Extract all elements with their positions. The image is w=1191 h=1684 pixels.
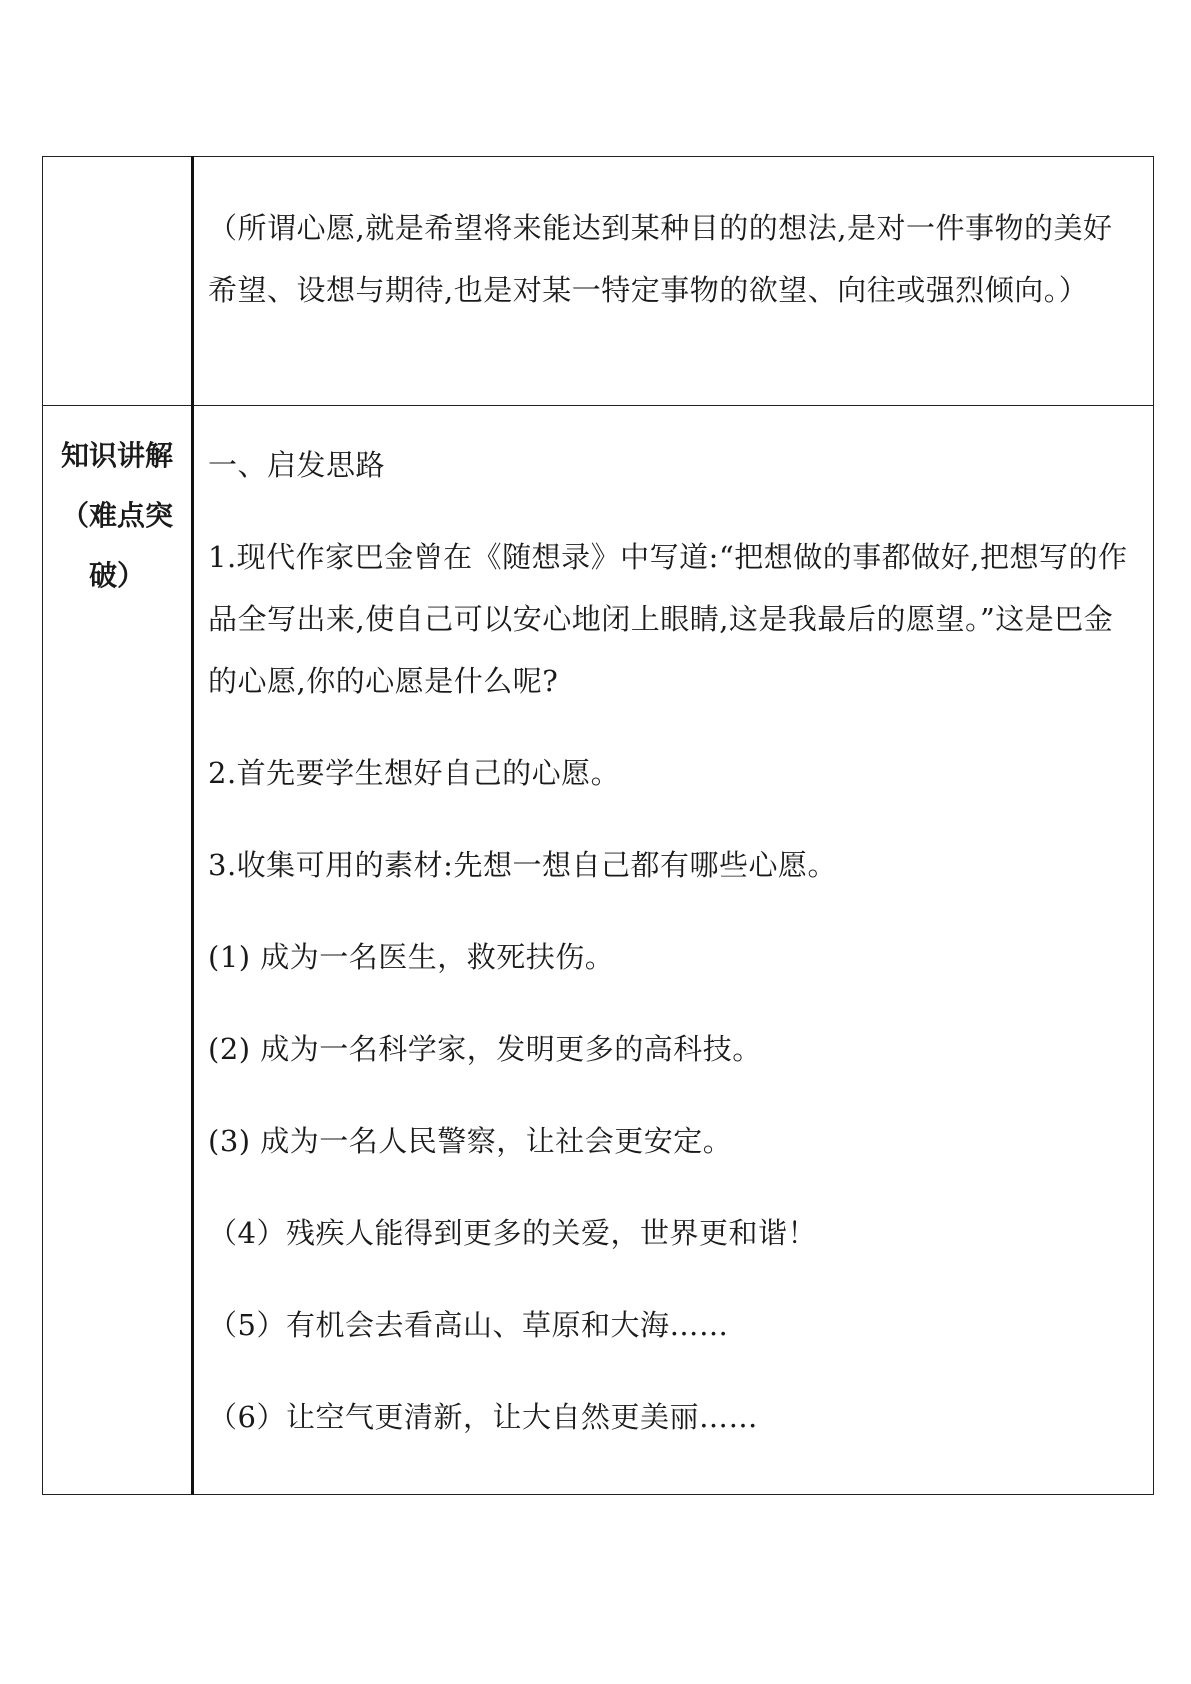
intro-content-cell	[193, 157, 1154, 406]
wish-item-3: (3) 成为一名人民警察，让社会更安定。	[208, 1124, 733, 1158]
paragraph-item-1: 1.现代作家巴金曾在《随想录》中写道:“把想做的事都做好,把想写的作品全写出来,使自己可以安心地闭上眼睛,这是我最后的愿望。”这是巴金的心愿,你的心愿是什么呢?	[208, 540, 1128, 698]
lecture-content-cell	[193, 406, 1154, 1495]
lecture-content	[194, 406, 1153, 1448]
section-heading: 一、启发思路	[208, 448, 386, 482]
wish-item-2: (2) 成为一名科学家，发明更多的高科技。	[208, 1032, 762, 1066]
paragraph-item-3: 3.收集可用的素材:先想一想自己都有哪些心愿。	[208, 848, 837, 882]
table-row-lecture	[43, 406, 1154, 1495]
wish-item-5: （5）有机会去看高山、草原和大海……	[208, 1308, 729, 1342]
lecture-label-cell	[43, 406, 193, 1495]
section-label: 知识讲解（难点突破）	[60, 439, 173, 592]
wish-item-4: （4）残疾人能得到更多的关爱，世界更和谐！	[208, 1216, 817, 1250]
wish-item-1: (1) 成为一名医生，救死扶伤。	[208, 940, 615, 974]
wish-item-6: （6）让空气更清新，让大自然更美丽……	[208, 1400, 758, 1434]
lesson-table	[42, 156, 1154, 1495]
paragraph-item-2: 2.首先要学生想好自己的心愿。	[208, 756, 621, 790]
wish-definition-text: （所谓心愿,就是希望将来能达到某种目的的想法,是对一件事物的美好希望、设想与期待,也是对某一特定事物的欲望、向往或强烈倾向。）	[208, 211, 1113, 307]
empty-label-cell	[43, 157, 193, 406]
table-row-intro	[43, 157, 1154, 406]
